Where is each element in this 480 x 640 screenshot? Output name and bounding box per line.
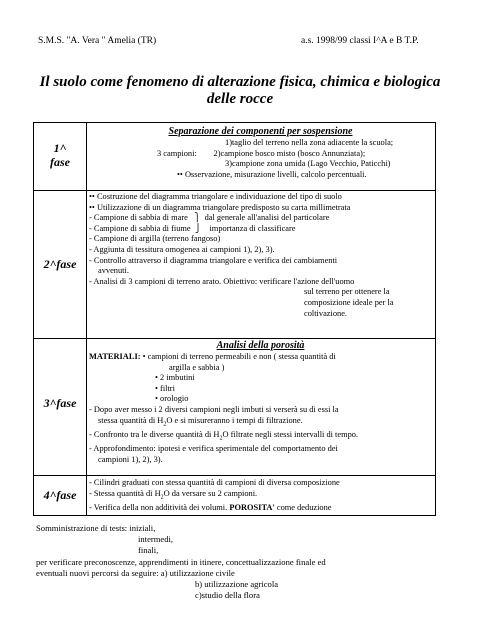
phase-3-line: - Confronto tra le diverse quantità di $H_2O$ filtrate negli stessi intervalli di tempo. (89, 429, 359, 442)
phase-4-line: - Cilindri graduati con stessa quantità di campioni di diversa composizione (89, 478, 340, 487)
phases-table (33, 122, 436, 516)
phase-2-line: - Aggiunta di tessitura omogenea ai campioni 1), 2), 3). (89, 244, 275, 254)
phase-3-line: - Approfondimento: ipotesi e verifica sperimentale del comportamento dei (89, 444, 338, 454)
year-class-header: a.s. 1998/99 classi I^A e B T.P. (301, 36, 419, 46)
phase-row-4 (34, 475, 435, 515)
phase-3-line: - Dopo aver messo i 2 diversi campioni negli imbuti si verserà su di essi la (89, 404, 339, 414)
phase-2-line: composizione ideale per la (304, 297, 394, 307)
material-item: • 2 imbutini (155, 373, 195, 383)
phase-row-3 (34, 338, 435, 476)
title-line-1: Il suolo come fenomeno di alterazione fisica, chimica e biologica (39, 74, 441, 90)
phase-1-line: 1)taglio del terreno nella zona adiacente la scuola; (225, 138, 394, 147)
footer-line: eventuali nuovi percorsi da seguire: a) utilizzazione civile (36, 567, 235, 578)
phase-1-heading: Separazione dei componenti per sospensione (168, 126, 353, 137)
phase-2-line: •• Utilizzazione di un diagramma triangolare predisposto su carta millimetrata (89, 202, 351, 212)
document-title (20, 74, 460, 108)
phase-2-line: - Controllo attraverso il diagramma triangolare e verifica dei cambiamenti (89, 255, 338, 265)
material-item: • campioni di terreno permeabili e non ( stessa quantità di (142, 352, 336, 361)
phase-3-line: campioni 1), 2), 3). (98, 454, 163, 464)
material-item: argilla e sabbia ) (169, 362, 225, 372)
phase-3-line: stessa quantità di $H_2O$ e si misureranno i tempi di filtrazione. (98, 415, 303, 428)
phase-2-line: coltivazione. (304, 308, 348, 318)
footer-line: finali, (138, 545, 159, 556)
materials-label: MATERIALI: (89, 352, 141, 361)
phase-2-line: - Campione di argilla (terreno fangoso) (89, 234, 221, 244)
phase-1-line: •• Osservazione, misurazione livelli, calcolo percentuali. (177, 169, 367, 179)
phase-label-3: 3^fase (43, 396, 77, 410)
footer-line: Somministrazione di tests: iniziali, (36, 523, 156, 533)
phase-2-line: •• Costruzione del diagramma triangolare e individuazione del tipo di suolo (89, 192, 342, 201)
phase-2-line: sul terreno per ottenere la (304, 287, 390, 297)
footer-line: c)studio della flora (195, 590, 260, 601)
phase-content-1 (89, 126, 432, 180)
phase-2-line: - Campione di sabbia di fiume ⎭ importanza di classificare (89, 223, 296, 233)
footer-line: intermedi, (138, 534, 174, 545)
material-item: • orologio (155, 394, 189, 404)
phase-content-3 (89, 340, 432, 465)
phase-row-2 (34, 190, 435, 339)
phase-2-line: - Analisi di 3 campioni di terreno arato. Obiettivo: verificare l'azione dell'uomo (89, 276, 355, 286)
phase-content-4 (89, 478, 432, 513)
phase-2-line: - Campione di sabbia di mare ⎫ dal generale all'analisi del particolare (89, 213, 330, 223)
phase-row-1 (34, 123, 435, 191)
footer-line: per verificare preconoscenze, apprendimenti in itinere, concettualizzazione finale ed (36, 556, 326, 567)
phase-label-1: 1^ fase (50, 141, 70, 169)
title-line-2: delle rocce (206, 91, 274, 107)
phase-1-line: 3)campione zona umida (Lago Vecchio, Paticchi) (225, 159, 391, 169)
material-item: • filtri (155, 383, 175, 393)
phase-4-line: - Stessa quantità di $H_2O$ da versare su 2 campioni. (89, 488, 258, 501)
phase-content-2 (89, 192, 432, 319)
footer-notes (36, 523, 326, 601)
phase-label-4: 4^fase (43, 488, 77, 502)
phase-3-heading: Analisi della porosità (216, 340, 305, 351)
phase-1-line: 3 campioni: 2)campione bosco misto (bosco Annunziata); (157, 148, 366, 158)
phase-label-2: 2^fase (43, 257, 77, 271)
school-header: S.M.S. "A. Vera " Amelia (TR) (38, 36, 157, 46)
phase-4-line: - Verifica della non additività dei volumi. POROSITA' come deduzione (89, 502, 332, 512)
footer-line: b) utilizzazione agricola (195, 579, 279, 590)
porosity-keyword: POROSITA' (229, 502, 275, 512)
phase-2-line: avvenuti. (98, 266, 129, 276)
